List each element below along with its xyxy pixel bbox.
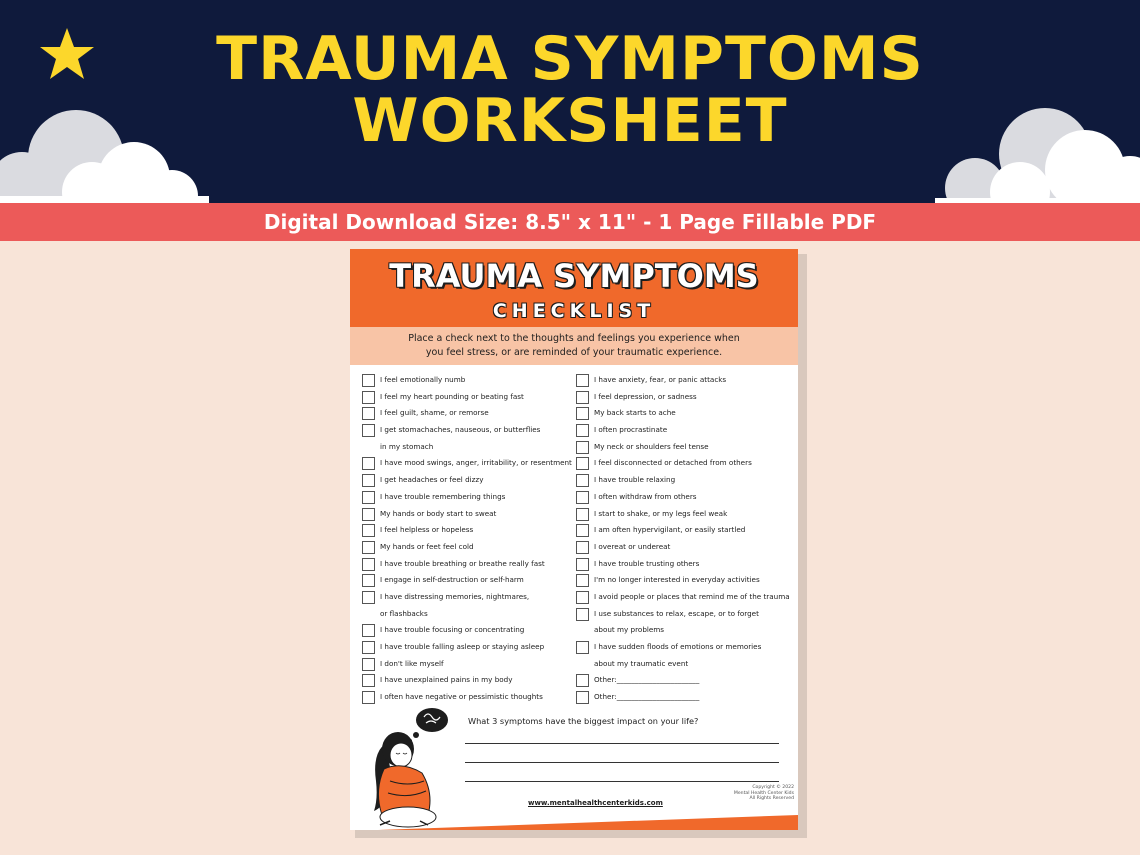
answer-line[interactable]: [465, 762, 779, 763]
checklist-item: [576, 606, 796, 623]
checklist-item-label: I have sudden floods of emotions or memories: [594, 642, 762, 651]
checklist-item: [576, 589, 796, 606]
checklist-item: [362, 672, 574, 689]
checklist-item-label: I feel helpless or hopeless: [380, 525, 474, 535]
checklist-item-label: or flashbacks: [380, 608, 428, 618]
checklist-item-label: I use substances to relax, escape, or to forget: [594, 608, 759, 618]
checklist-item-label: I feel depression, or sadness: [594, 391, 697, 401]
checklist-item: [576, 472, 796, 489]
answer-line[interactable]: [465, 743, 779, 744]
checklist-item: [362, 472, 574, 489]
checkbox[interactable]: [362, 374, 375, 387]
checklist-item-label: I have anxiety, fear, or panic attacks: [594, 375, 727, 384]
checkbox[interactable]: [362, 641, 375, 654]
checklist-item: [362, 639, 574, 656]
answer-line[interactable]: [465, 781, 779, 782]
checkbox[interactable]: [576, 691, 589, 704]
header-banner: [0, 0, 1140, 203]
instructions: [350, 327, 798, 365]
checklist-item-continuation: [576, 622, 796, 639]
checkbox[interactable]: [362, 658, 375, 671]
checklist-item: [576, 455, 796, 472]
website-link[interactable]: www.mentalhealthcenterkids.com: [528, 799, 663, 807]
checklist-item: [576, 572, 796, 589]
checklist-item-label: I often have negative or pessimistic thoughts: [380, 692, 543, 702]
checkbox[interactable]: [362, 407, 375, 420]
checkbox[interactable]: [576, 391, 589, 404]
checklist-item: [362, 489, 574, 506]
checklist-item: [362, 572, 574, 589]
checklist-item-label: I avoid people or places that remind me of the trauma: [594, 591, 790, 601]
checklist-item-label: I have trouble trusting others: [594, 558, 700, 568]
worksheet-header: [350, 249, 798, 327]
checklist-item-label: in my stomach: [380, 441, 434, 451]
download-size-bar: Digital Download Size: 8.5" x 11" - 1 Page Fillable PDF: [0, 203, 1140, 241]
checklist-item: [576, 405, 796, 422]
checklist-left-column: [362, 372, 574, 706]
checkbox[interactable]: [362, 391, 375, 404]
checkbox[interactable]: [362, 591, 375, 604]
checklist-item: [576, 506, 796, 523]
checklist-item-label: I have trouble breathing or breathe really fast: [380, 558, 545, 568]
checklist-item-continuation: [362, 606, 574, 623]
checklist-item-label: I get headaches or feel dizzy: [380, 475, 484, 485]
copyright-line3: All Rights Reserved: [749, 796, 794, 802]
checkbox[interactable]: [362, 691, 375, 704]
checklist-item-continuation: [362, 439, 574, 456]
checklist-item-label: Other:_______________________: [594, 675, 700, 685]
checkbox[interactable]: [362, 674, 375, 687]
checklist-item: [576, 539, 796, 556]
checklist-item-label: I have unexplained pains in my body: [380, 675, 513, 685]
checklist-item-label: My hands or feet feel cold: [380, 541, 474, 551]
checklist-item-label: I don't like myself: [380, 658, 444, 668]
checkbox[interactable]: [576, 441, 589, 454]
checkbox[interactable]: [576, 374, 589, 387]
checklist-item-label: Other:_______________________: [594, 692, 700, 702]
reflection-question: What 3 symptoms have the biggest impact on your life?: [468, 716, 699, 726]
checkbox[interactable]: [576, 608, 589, 621]
checkbox[interactable]: [576, 457, 589, 470]
page-title-line2: WORKSHEET: [352, 86, 788, 156]
checkbox[interactable]: [362, 574, 375, 587]
checkbox[interactable]: [362, 424, 375, 437]
checkbox[interactable]: [362, 508, 375, 521]
checkbox[interactable]: [362, 541, 375, 554]
checkbox[interactable]: [576, 524, 589, 537]
checklist-item-label: My back starts to ache: [594, 408, 676, 418]
checklist-item-label: I feel my heart pounding or beating fast: [380, 391, 524, 401]
checklist-item: [362, 689, 574, 706]
checklist-item: [576, 389, 796, 406]
checkbox[interactable]: [362, 524, 375, 537]
checklist-item: [362, 405, 574, 422]
checklist-item: [576, 672, 796, 689]
checkbox[interactable]: [576, 591, 589, 604]
checklist-item-label: I feel guilt, shame, or remorse: [380, 408, 489, 418]
checklist-item-label: I have trouble falling asleep or staying asleep: [380, 642, 545, 651]
checklist-item-label: I engage in self-destruction or self-harm: [380, 575, 524, 585]
page-title-line1: TRAUMA SYMPTOMS: [216, 24, 924, 94]
checkbox[interactable]: [362, 474, 375, 487]
checkbox[interactable]: [576, 474, 589, 487]
checklist-item-label: My neck or shoulders feel tense: [594, 441, 709, 451]
checklist-item-label: I often procrastinate: [594, 425, 668, 435]
checkbox[interactable]: [576, 541, 589, 554]
instruction-line1: Place a check next to the thoughts and feelings you experience when: [408, 333, 740, 344]
checklist-item-label: I have trouble focusing or concentrating: [380, 625, 525, 635]
worksheet-preview: [350, 249, 798, 830]
checklist-item: [576, 689, 796, 706]
checkbox[interactable]: [576, 508, 589, 521]
checklist-item: [576, 372, 796, 389]
worksheet-title: TRAUMA SYMPTOMS: [389, 257, 759, 295]
checklist-item: [362, 589, 574, 606]
checklist-item-label: I start to shake, or my legs feel weak: [594, 508, 728, 518]
checklist-item-label: I have trouble relaxing: [594, 475, 676, 485]
checkbox[interactable]: [576, 558, 589, 571]
checkbox[interactable]: [576, 574, 589, 587]
checklist-item: [576, 639, 796, 656]
checklist-item-label: My hands or body start to sweat: [380, 508, 497, 518]
checklist-item-label: I am often hypervigilant, or easily startled: [594, 525, 746, 535]
checklist-item: [362, 372, 574, 389]
bottom-orange-stripe: [350, 811, 798, 830]
checkbox[interactable]: [362, 624, 375, 637]
checklist-item-label: I overeat or undereat: [594, 541, 671, 551]
checkbox[interactable]: [576, 674, 589, 687]
checklist-item-label: about my problems: [594, 625, 665, 635]
checklist-item: [362, 539, 574, 556]
checklist-item-label: I feel emotionally numb: [380, 375, 466, 384]
checklist-item: [576, 556, 796, 573]
worksheet-subtitle: CHECKLIST: [492, 300, 656, 322]
checklist-item: [576, 522, 796, 539]
checkbox[interactable]: [576, 424, 589, 437]
checklist-item-label: I often withdraw from others: [594, 491, 697, 501]
checkbox[interactable]: [576, 407, 589, 420]
checklist-item-label: about my traumatic event: [594, 658, 689, 668]
copyright-line1: Copyright © 2022: [752, 785, 794, 790]
checklist-item-label: I feel disconnected or detached from others: [594, 458, 752, 468]
checklist-item: [362, 656, 574, 673]
checkbox[interactable]: [362, 457, 375, 470]
checklist-item-label: I get stomachaches, nauseous, or butterflies: [380, 425, 541, 435]
checklist-item: [576, 439, 796, 456]
checklist-item-label: I have distressing memories, nightmares,: [380, 591, 530, 601]
checklist-item: [362, 522, 574, 539]
checkbox[interactable]: [576, 491, 589, 504]
copyright-line2: Mental Health Center Kids: [733, 790, 794, 796]
checklist-item: [362, 506, 574, 523]
checklist-item: [362, 556, 574, 573]
checkbox[interactable]: [362, 558, 375, 571]
checklist-item-continuation: [576, 656, 796, 673]
checklist-item: [362, 422, 574, 439]
checklist-item: [362, 455, 574, 472]
instruction-line2: you feel stress, or are reminded of your traumatic experience.: [425, 347, 723, 358]
checklist-item: [576, 422, 796, 439]
checklist-right-column: [576, 372, 796, 706]
checklist-item: [576, 489, 796, 506]
checklist-item-label: I have mood swings, anger, irritability, or resentment: [380, 458, 572, 468]
checklist-item-label: I'm no longer interested in everyday activities: [594, 575, 760, 585]
checklist-item: [362, 622, 574, 639]
checklist-item-label: I have trouble remembering things: [380, 491, 506, 501]
checklist-item: [362, 389, 574, 406]
checkbox[interactable]: [576, 641, 589, 654]
checkbox[interactable]: [362, 491, 375, 504]
copyright-notice: [718, 785, 794, 802]
page-title: [0, 24, 1140, 156]
